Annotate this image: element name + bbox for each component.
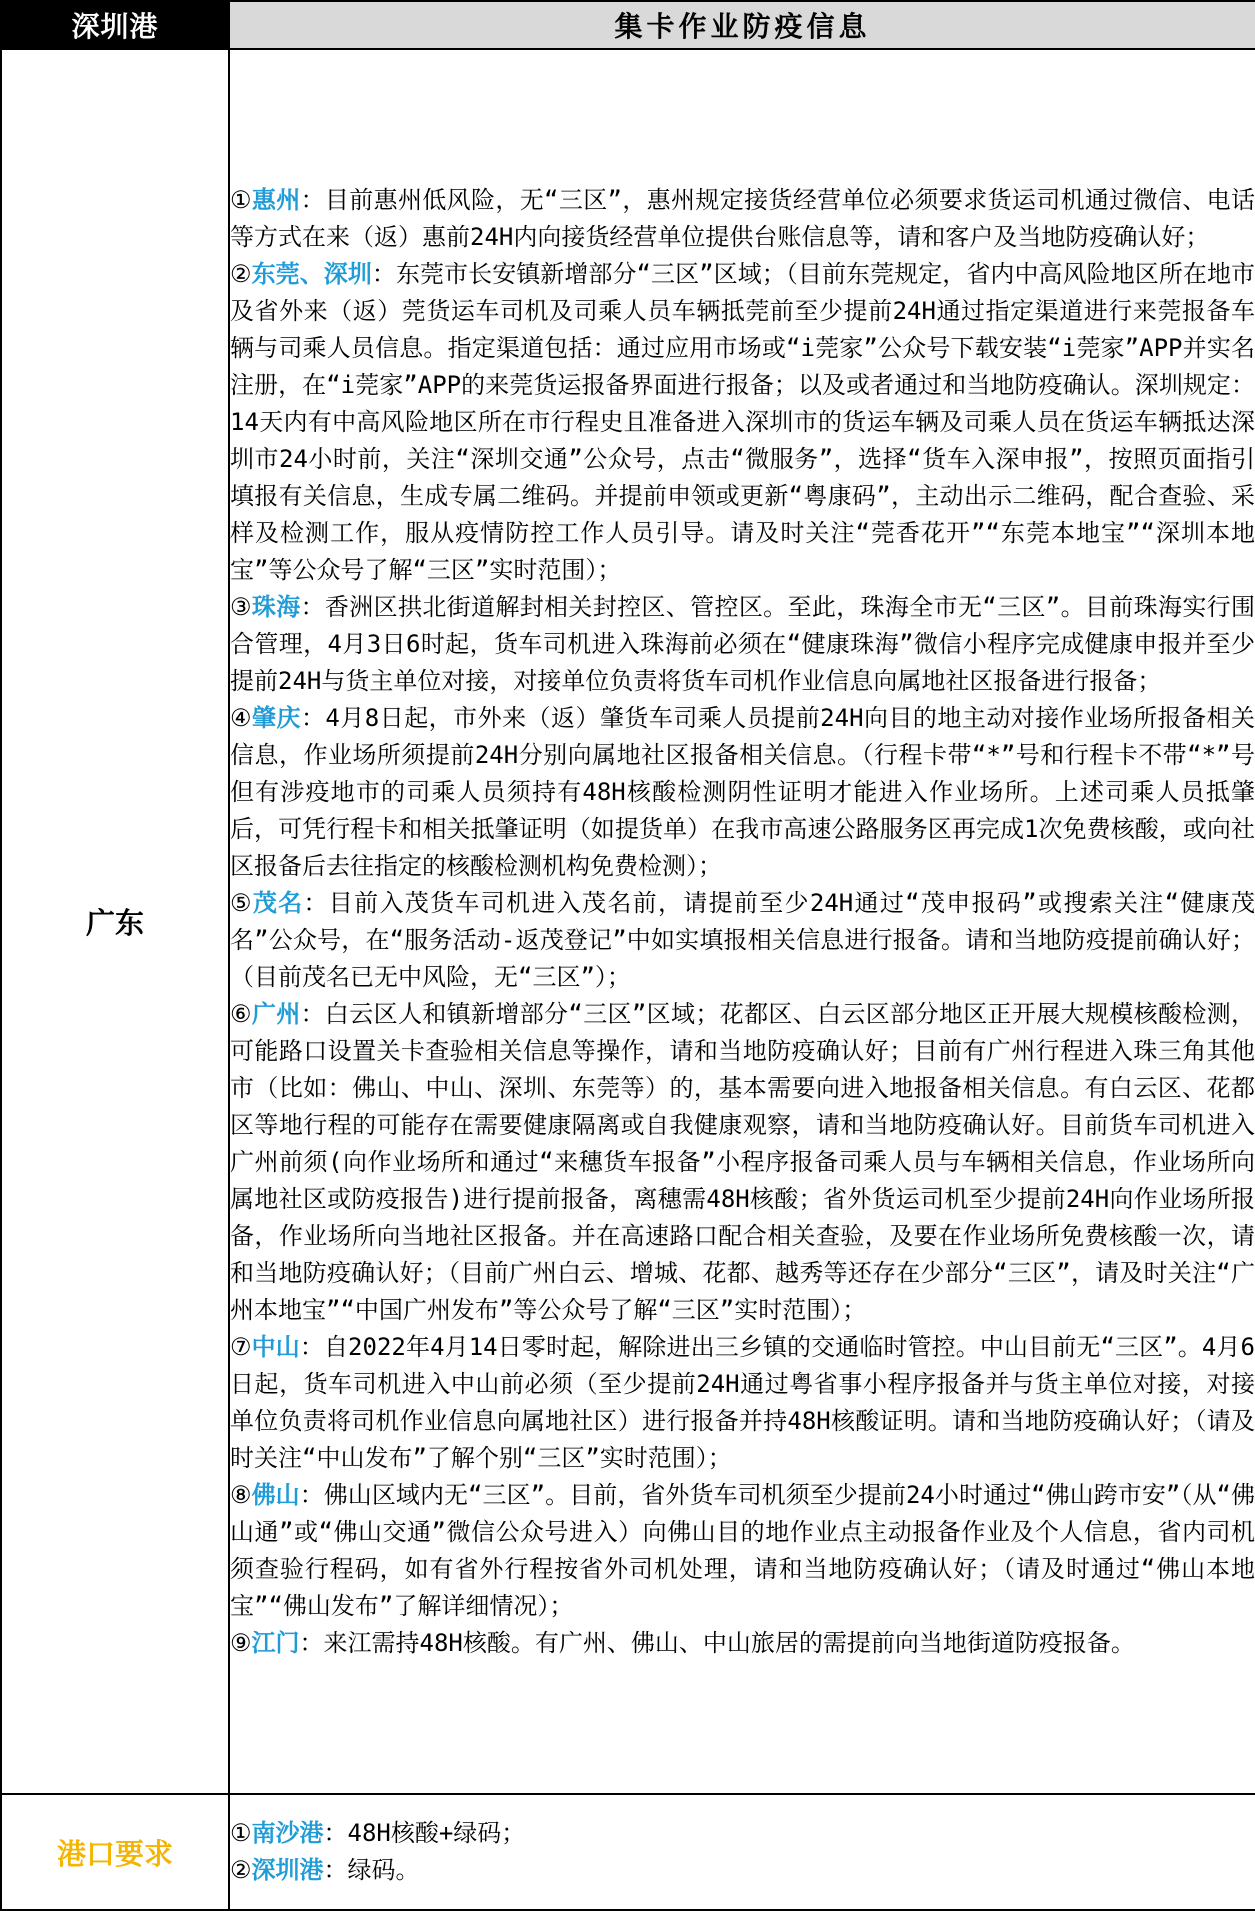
entry-jiangmen xyxy=(230,1625,1255,1662)
entry-number: ③ xyxy=(230,592,252,621)
entry-zhongshan xyxy=(230,1329,1255,1477)
entry-number: ④ xyxy=(230,703,252,732)
entry-zhaoqing xyxy=(230,700,1255,885)
entry-number: ① xyxy=(230,1819,252,1847)
city-name: 珠海 xyxy=(251,592,301,621)
entry-huizhou xyxy=(230,182,1255,256)
region-label-guangdong: 广东 xyxy=(1,49,229,1794)
city-name: 广州 xyxy=(251,999,301,1028)
entry-text: ：白云区人和镇新增部分“三区”区域；花都区、白云区部分地区正开展大规模核酸检测，可能路口设置关卡查验相关信息等操作，请和当地防疫确认好；目前有广州行程进入珠三角其他市（比如：佛山、中山、深圳、东莞等）的，基本需要向进入地报备相关信息。有白云区、花都区等地行程的可能存在需要健康隔离或自我健康观察，请和当地防疫确认好。目前货车司机进入广州前须(向作业场所和通过“来穗货车报备”小程序报备司乘人员与车辆相关信息，作业场所向属地社区或防疫报告)进行提前报备，离穗需48H核酸；省外货运司机至少提前24H向作业场所报备，作业场所向当地社区报备。并在高速路口配合相关查验，及要在作业场所免费核酸一次，请和当地防疫确认好；（目前广州白云、增城、花都、越秀等还存在少部分“三区”，请及时关注“广州本地宝”“中国广州发布”等公众号了解“三区”实时范围）； xyxy=(230,999,1255,1324)
entry-number: ② xyxy=(230,259,252,288)
entry-number: ⑥ xyxy=(230,999,252,1028)
entry-zhuhai xyxy=(230,589,1255,700)
city-name: 东莞、深圳 xyxy=(251,259,372,288)
header-title: 集卡作业防疫信息 xyxy=(229,1,1255,49)
entry-number: ② xyxy=(230,1856,252,1884)
city-name: 惠州 xyxy=(251,185,301,214)
guangdong-content xyxy=(229,49,1255,1794)
entry-text: ：48H核酸+绿码； xyxy=(323,1819,526,1847)
entry-maoming xyxy=(230,885,1255,996)
port-content xyxy=(229,1794,1255,1910)
port-name: 深圳港 xyxy=(251,1856,324,1884)
city-name: 江门 xyxy=(251,1628,300,1657)
city-name: 佛山 xyxy=(251,1480,300,1509)
entry-text: ：绿码。 xyxy=(323,1856,420,1884)
entry-text: ：来江需持48H核酸。有广州、佛山、中山旅居的需提前向当地街道防疫报备。 xyxy=(299,1628,1135,1657)
city-name: 肇庆 xyxy=(252,703,301,732)
guangdong-row xyxy=(1,49,1255,1794)
entry-number: ⑤ xyxy=(230,888,253,917)
port-requirements-row xyxy=(1,1794,1255,1910)
entry-guangzhou xyxy=(230,996,1255,1329)
entry-text: ：东莞市长安镇新增部分“三区”区域；（目前东莞规定，省内中高风险地区所在地市及省外来（返）莞货运车司机及司乘人员车辆抵莞前至少提前24H通过指定渠道进行来莞报备车辆与司乘人员信息。指定渠道包括：通过应用市场或“i莞家”公众号下载安装“i莞家”APP并实名注册，在“i莞家”APP的来莞货运报备界面进行报备；以及或者通过和当地防疫确认。深圳规定：14天内有中高风险地区所在市行程史且准备进入深圳市的货运车辆及司乘人员在货运车辆抵达深圳市24小时前，关注“深圳交通”公众号，点击“微服务”，选择“货车入深申报”，按照页面指引填报有关信息，生成专属二维码。并提前申领或更新“粤康码”，主动出示二维码，配合查验、采样及检测工作，服从疫情防控工作人员引导。请及时关注“莞香花开”“东莞本地宝”“深圳本地宝”等公众号了解“三区”实时范围）； xyxy=(230,259,1255,584)
entry-nansha-port xyxy=(230,1815,1255,1852)
entry-shenzhen-port xyxy=(230,1852,1255,1889)
region-label-port: 港口要求 xyxy=(1,1794,229,1910)
entry-dongguan-shenzhen xyxy=(230,256,1255,589)
port-name: 南沙港 xyxy=(251,1819,324,1847)
header-row xyxy=(1,1,1255,49)
entry-text: ：目前惠州低风险，无“三区”，惠州规定接货经营单位必须要求货运司机通过微信、电话等方式在来（返）惠前24H内向接货经营单位提供台账信息等，请和客户及当地防疫确认好； xyxy=(230,185,1255,251)
entry-foshan xyxy=(230,1477,1255,1625)
entry-number: ⑦ xyxy=(230,1332,252,1361)
entry-text: ：目前入茂货车司机进入茂名前，请提前至少24H通过“茂申报码”或搜索关注“健康茂名”公众号，在“服务活动-返茂登记”中如实填报相关信息进行报备。请和当地防疫提前确认好；（目前茂名已无中风险，无“三区”）； xyxy=(230,888,1255,991)
entry-text: ：4月8日起，市外来（返）肇货车司乘人员提前24H向目的地主动对接作业场所报备相关信息，作业场所须提前24H分别向属地社区报备相关信息。（行程卡带“*”号和行程卡不带“*”号但有涉疫地市的司乘人员须持有48H核酸检测阴性证明才能进入作业场所。上述司乘人员抵肇后，可凭行程卡和相关抵肇证明（如提货单）在我市高速公路服务区再完成1次免费核酸，或向社区报备后去往指定的核酸检测机构免费检测）； xyxy=(230,703,1255,880)
entry-text: ：佛山区域内无“三区”。目前，省外货车司机须至少提前24小时通过“佛山跨市安”（从“佛山通”或“佛山交通”微信公众号进入）向佛山目的地作业点主动报备作业及个人信息，省内司机须查验行程码，如有省外行程按省外司机处理，请和当地防疫确认好；（请及时通过“佛山本地宝”“佛山发布”了解详细情况）； xyxy=(230,1480,1255,1620)
entry-number: ① xyxy=(230,185,252,214)
entry-number: ⑨ xyxy=(230,1628,252,1657)
entry-number: ⑧ xyxy=(230,1480,252,1509)
city-name: 中山 xyxy=(251,1332,300,1361)
entry-text: ：香洲区拱北街道解封相关封控区、管控区。至此，珠海全市无“三区”。目前珠海实行围合管理，4月3日6时起，货车司机进入珠海前必须在“健康珠海”微信小程序完成健康申报并至少提前24H与货主单位对接，对接单位负责将货车司机作业信息向属地社区报备进行报备； xyxy=(230,592,1255,695)
header-port-name: 深圳港 xyxy=(1,1,229,49)
city-name: 茂名 xyxy=(252,888,304,917)
entry-text: ：自2022年4月14日零时起，解除进出三乡镇的交通临时管控。中山目前无“三区”。4月6日起，货车司机进入中山前必须（至少提前24H通过粤省事小程序报备并与货主单位对接，对接单位负责将司机作业信息向属地社区）进行报备并持48H核酸证明。请和当地防疫确认好；（请及时关注“中山发布”了解个别“三区”实时范围）； xyxy=(230,1332,1255,1472)
